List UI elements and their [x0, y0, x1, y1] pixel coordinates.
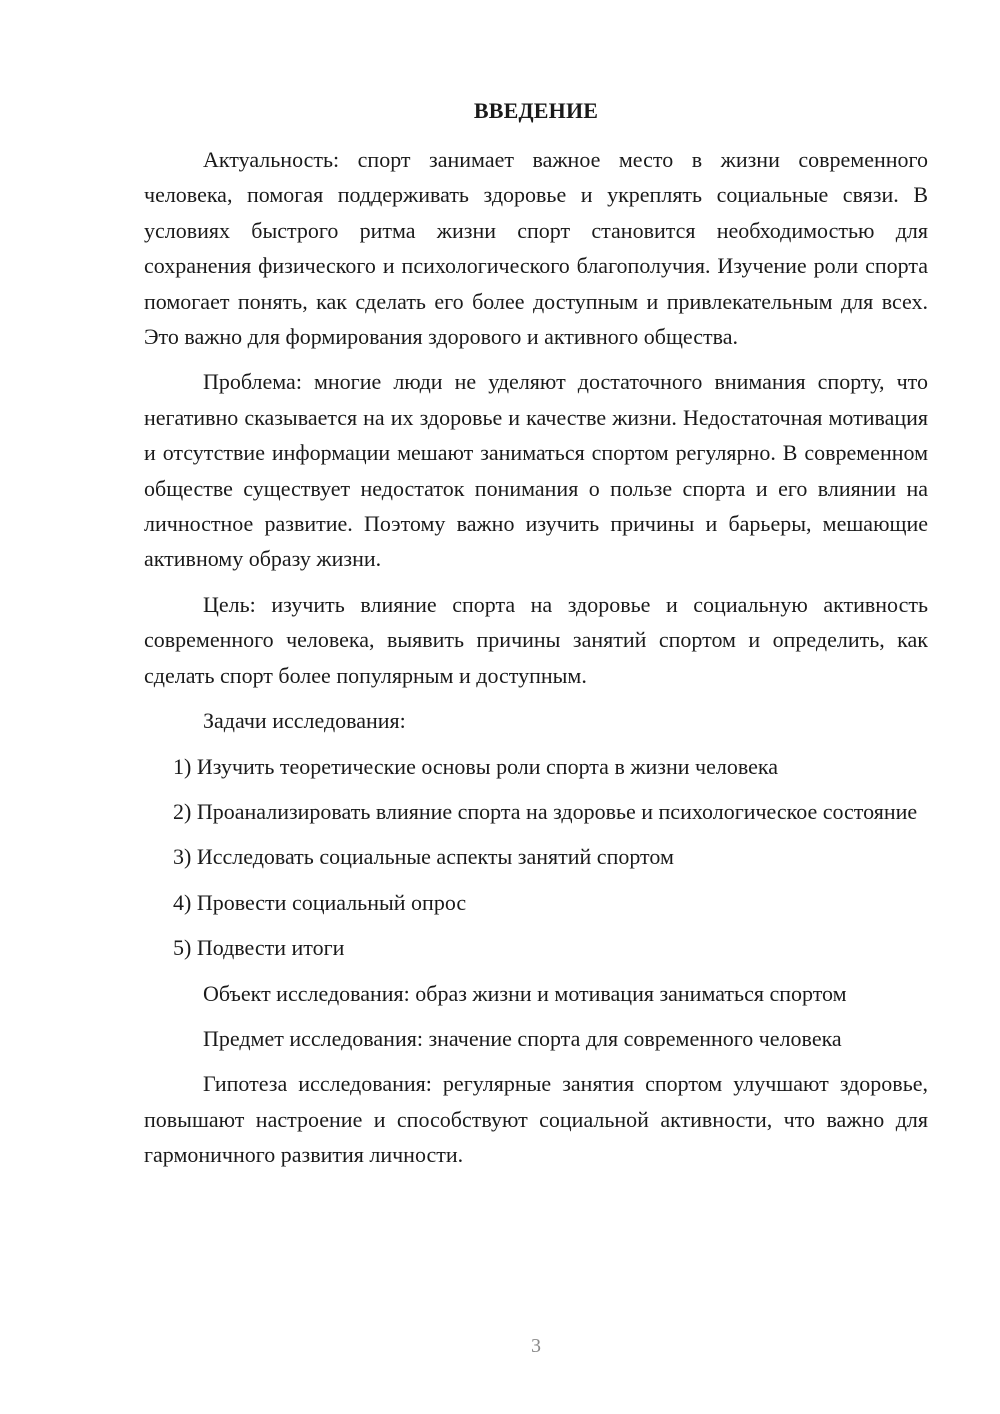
- tasks-heading: Задачи исследования:: [203, 708, 406, 734]
- document-page: [144, 0, 928, 1414]
- document-body: [144, 142, 928, 1183]
- task-item-2: 2) Проанализировать влияние спорта на здоровье и психологическое состояние: [173, 798, 918, 824]
- task-item-5: 5) Подвести итоги: [173, 935, 345, 961]
- paragraph-problem: Проблема: многие люди не уделяют достаточного внимания спорту, что негативно сказывается на их здоровье и качестве жизни. Недостаточная мотивация и отсутствие информации мешают заниматься спортом регулярно. В современном обществе существует недостаток понимания о пользе спорта и его влиянии на личностное развитие. Поэтому важно изучить причины и барьеры, мешающие активному образу жизни.: [144, 369, 928, 572]
- paragraph-goal: Цель: изучить влияние спорта на здоровье и социальную активность современного человека, выявить причины занятий спортом и определить, как сделать спорт более популярным и доступным.: [144, 591, 928, 688]
- page-number: 3: [531, 1335, 541, 1357]
- paragraph-relevance: Актуальность: спорт занимает важное место в жизни современного человека, помогая поддерживать здоровье и укреплять социальные связи. В условиях быстрого ритма жизни спорт становится необходимостью для сохранения физического и психологического благополучия. Изучение роли спорта помогает понять, как сделать его более доступным и привлекательным для всех. Это важно для формирования здорового и активного общества.: [144, 147, 928, 350]
- page-title: ВВЕДЕНИЕ: [473, 98, 599, 123]
- paragraph-hypothesis: Гипотеза исследования: регулярные занятия спортом улучшают здоровье, повышают настроение и способствуют социальной активности, что важно для гармоничного развития личности.: [144, 1071, 928, 1168]
- task-item-1: 1) Изучить теоретические основы роли спорта в жизни человека: [173, 753, 778, 779]
- paragraph-subject: Предмет исследования: значение спорта для современного человека: [203, 1025, 842, 1051]
- paragraph-object: Объект исследования: образ жизни и мотивация заниматься спортом: [203, 980, 847, 1006]
- task-item-3: 3) Исследовать социальные аспекты занятий спортом: [173, 844, 674, 870]
- task-item-4: 4) Провести социальный опрос: [173, 889, 467, 915]
